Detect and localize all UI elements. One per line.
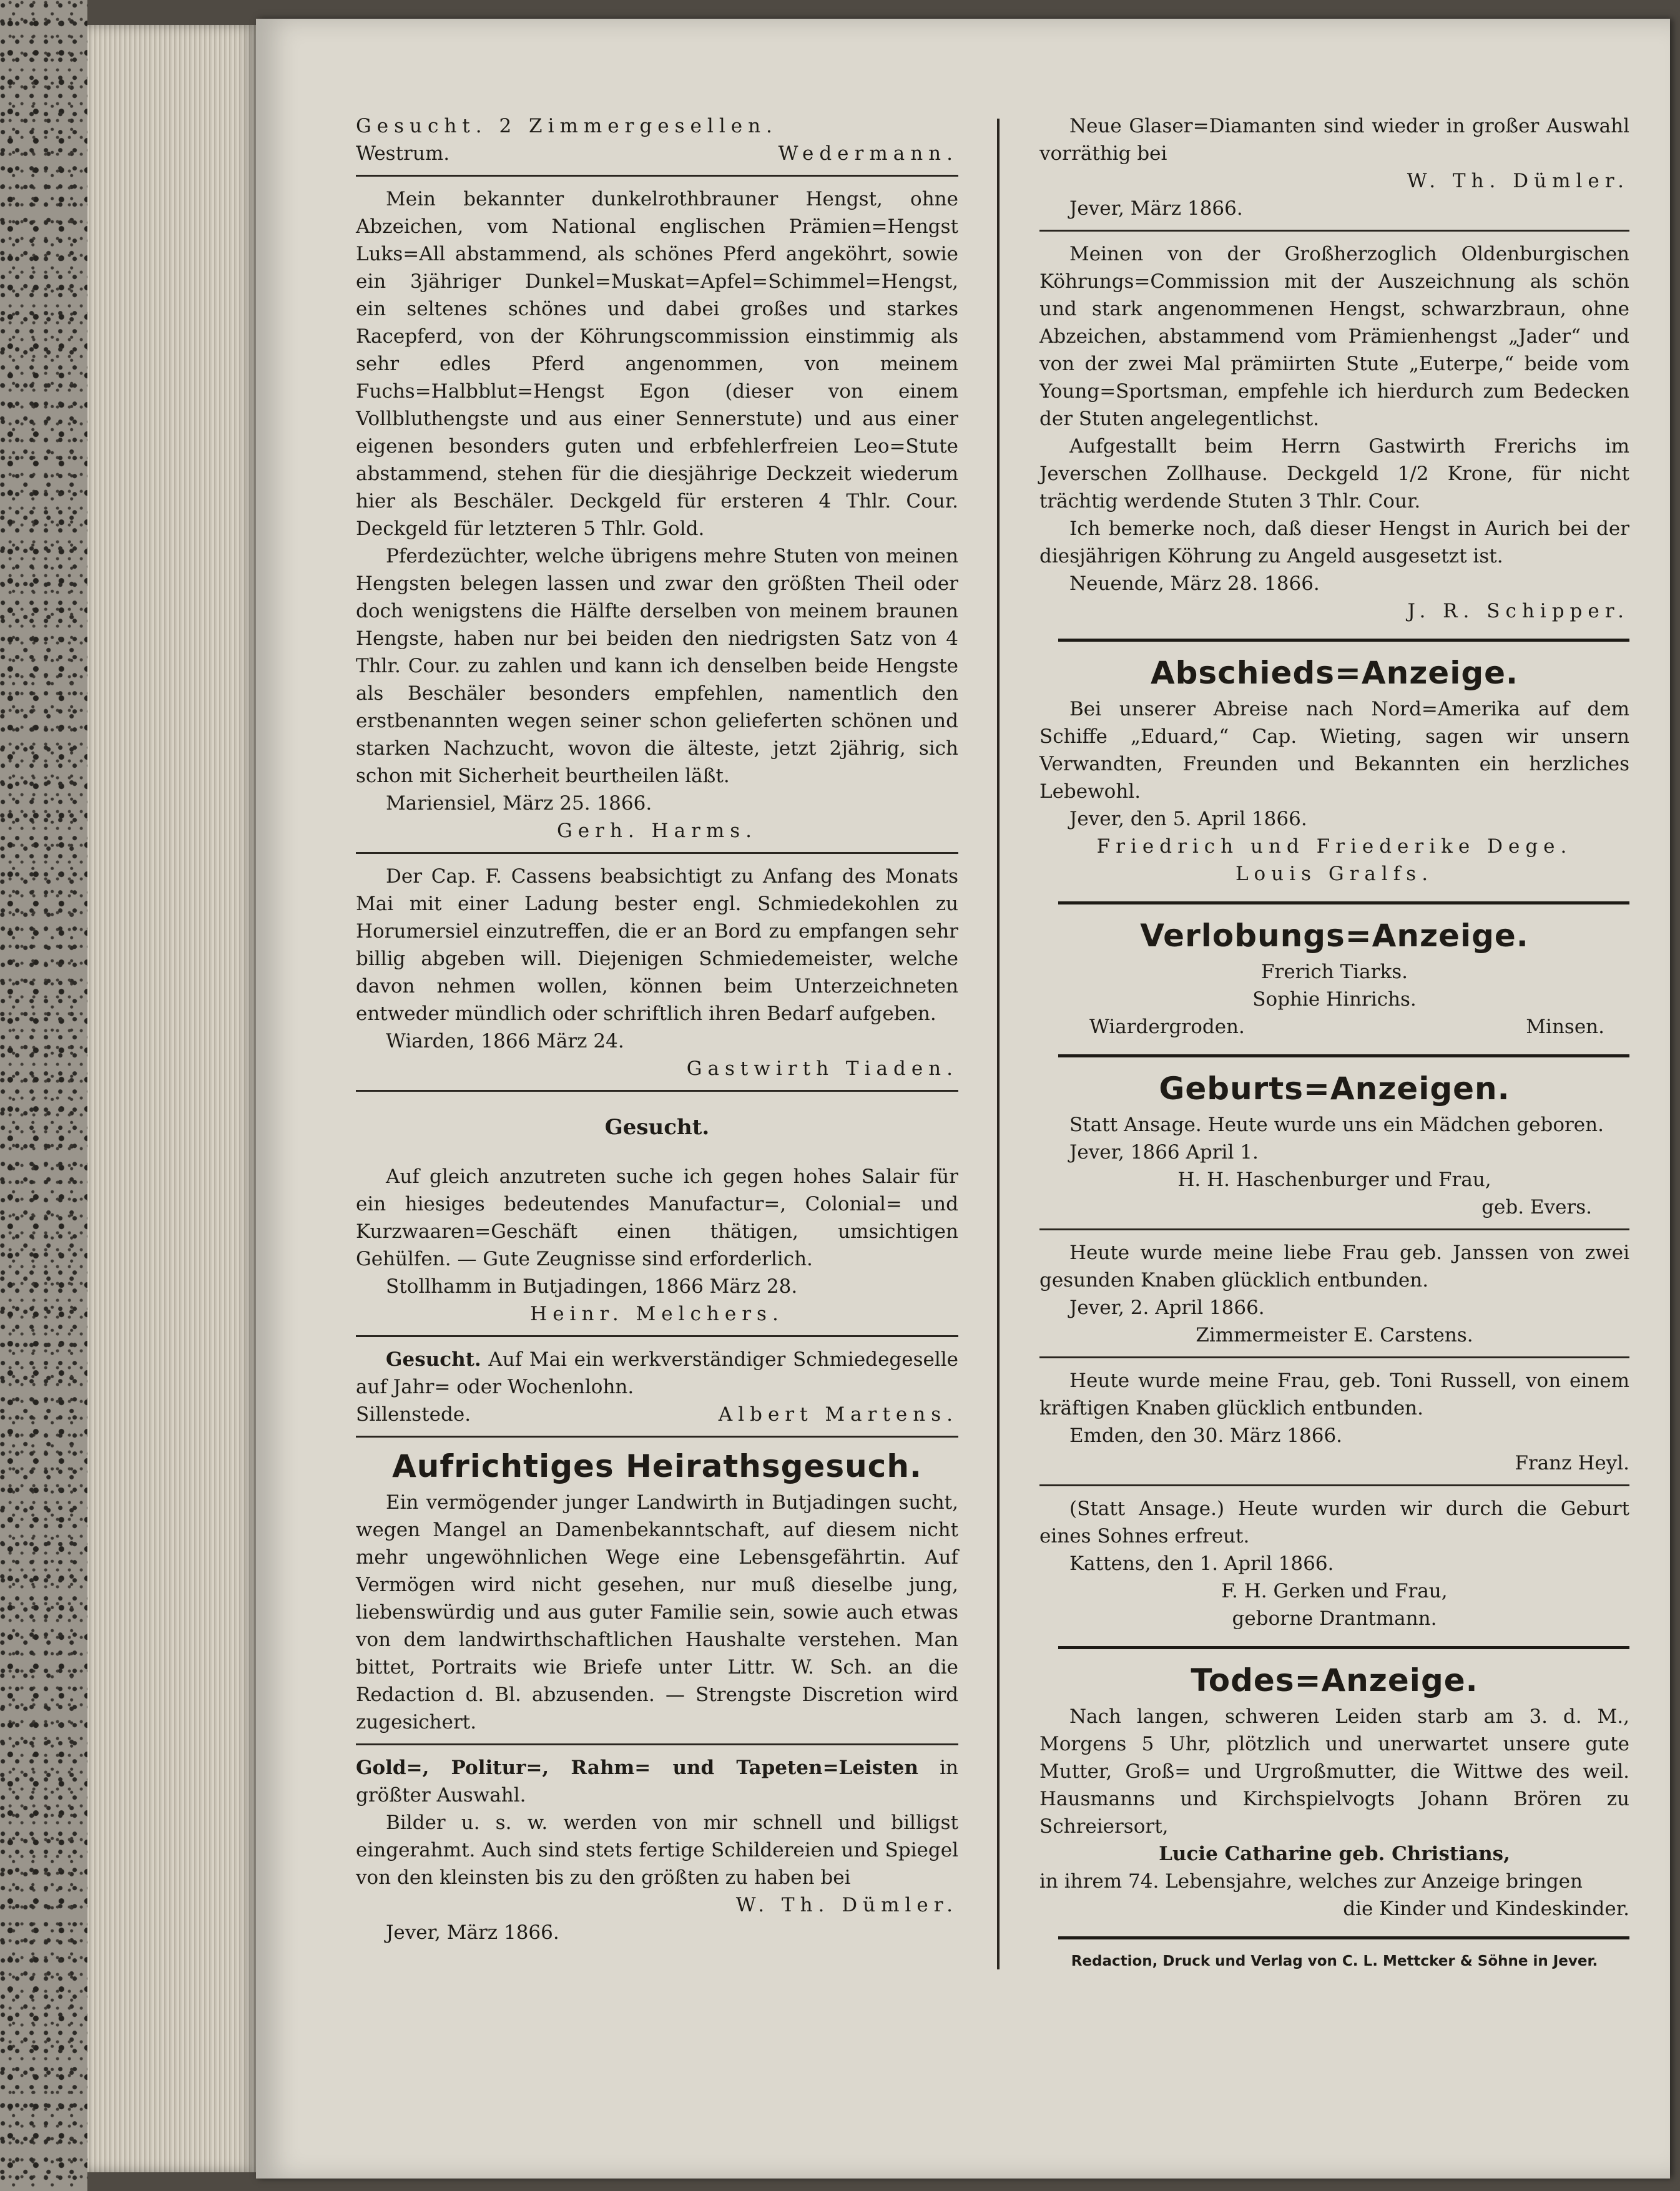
- notice-body: Nach langen, schweren Leiden starb am 3. d. M., Morgens 5 Uhr, plötzlich und unerwartet unsere gute Mutter, Groß= und Urgroßmutter, die Wittwe des weil. Hausmanns und Kirchspielvogts Johann Brören zu Schreiersort,: [1039, 1705, 1629, 1838]
- signature: Heinr. Melchers.: [530, 1303, 784, 1325]
- signature: Gerh. Harms.: [556, 820, 758, 842]
- ad-stallion-harms: [356, 185, 958, 845]
- signature-2: Louis Gralfs.: [1235, 863, 1434, 885]
- ad-wanted-carpenters: [356, 112, 958, 167]
- place-date: Stollhamm in Butjadingen, 1866 März 28.: [386, 1275, 798, 1298]
- marbled-book-edge: [0, 0, 87, 2191]
- signature-2: geborne Drantmann.: [1232, 1607, 1437, 1630]
- place-date: Jever, 2. April 1866.: [1069, 1296, 1265, 1319]
- divider: [356, 1090, 958, 1092]
- signature: die Kinder und Kindeskinder.: [1343, 1898, 1629, 1920]
- signature: H. H. Haschenburger und Frau,: [1177, 1169, 1491, 1191]
- place-2: Minsen.: [1526, 1016, 1604, 1038]
- notice-death: [1039, 1660, 1629, 1923]
- notice-farewell: [1039, 653, 1629, 888]
- right-column: [1039, 112, 1629, 1984]
- place: Westrum.: [356, 142, 450, 165]
- notice-heading: Todes=Anzeige.: [1191, 1662, 1478, 1698]
- divider: [1039, 230, 1629, 232]
- divider: [1039, 1484, 1629, 1486]
- place-date: Neuende, März 28. 1866.: [1069, 572, 1320, 595]
- ad-heading: Aufrichtiges Heirathsgesuch.: [392, 1448, 922, 1484]
- ad-body: Auf Mai ein werkverständiger Schmiedegeselle auf Jahr= oder Wochenlohn.: [356, 1348, 958, 1398]
- ad-lead: Gesucht.: [386, 1348, 481, 1371]
- signature: Friedrich und Friederike Dege.: [1096, 835, 1573, 858]
- notice-births: [1039, 1069, 1629, 1632]
- ad-body: Neue Glaser=Diamanten sind wieder in großer Auswahl vorräthig bei: [1039, 115, 1629, 165]
- divider: [1058, 1936, 1629, 1939]
- signature-2: geb. Evers.: [1481, 1196, 1592, 1218]
- divider: [1039, 1228, 1629, 1230]
- name-1: Frerich Tiarks.: [1260, 961, 1408, 983]
- birth-2-body: Heute wurde meine liebe Frau geb. Janssen von zwei gesunden Knaben glücklich entbunden.: [1039, 1242, 1629, 1292]
- ad-heading: Gold=, Politur=, Rahm= und Tapeten=Leisten: [356, 1757, 918, 1779]
- place-date: Emden, den 30. März 1866.: [1069, 1424, 1343, 1447]
- divider: [1058, 1054, 1629, 1057]
- notice-engagement: [1039, 916, 1629, 1041]
- ad-glass-diamonds: [1039, 112, 1629, 222]
- ad-body: Auf gleich anzutreten suche ich gegen hohes Salair für ein hiesiges bedeutendes Manufactur=, Colonial= und Kurzwaaren=Geschäft einen thätigen, umsichtigen Gehülfen. — Gute Zeugnisse sind erforderlich.: [356, 1165, 958, 1270]
- signature: Zimmermeister E. Carstens.: [1196, 1324, 1473, 1346]
- divider: [356, 1436, 958, 1438]
- ad-heading-rest: in größter Auswahl.: [356, 1757, 958, 1806]
- left-column: [356, 112, 958, 1946]
- ad-body-2: Pferdezüchter, welche übrigens mehre Stuten von meinen Hengsten belegen lassen und zwar den größten Theil oder doch wenigstens die Hälfte derselben von meinem braunen Hengste, haben nur bei beiden den niedrigsten Satz von 4 Thlr. Cour. zu zahlen und kann ich denselben beide Hengste als Beschäler besonders empfehlen, namentlich den erstbenannten wegen seiner schon gelieferten schönen und starken Nachzucht, wovon die älteste, jetzt 2jährig, sich schon mit Sicherheit beurtheilen läßt.: [356, 545, 958, 787]
- deceased-name: Lucie Catharine geb. Christians,: [1159, 1843, 1510, 1865]
- ad-heading: Gesucht. 2 Zimmergesellen.: [356, 115, 778, 137]
- signature: Gastwirth Tiaden.: [686, 1057, 958, 1080]
- ad-stallion-schipper: [1039, 240, 1629, 625]
- signature: W. Th. Dümler.: [735, 1894, 958, 1916]
- notice-heading: Abschieds=Anzeige.: [1150, 655, 1519, 691]
- ad-frames-duemler: [356, 1754, 958, 1946]
- signature: J. R. Schipper.: [1407, 600, 1629, 622]
- newspaper-page: [256, 19, 1670, 2179]
- ad-coal-cassens: [356, 863, 958, 1082]
- divider: [356, 852, 958, 854]
- notice-heading: Geburts=Anzeigen.: [1159, 1071, 1510, 1107]
- divider: [356, 1743, 958, 1745]
- imprint: Redaction, Druck und Verlag von C. L. Mettcker & Söhne in Jever.: [1071, 1953, 1598, 1969]
- divider: [356, 1335, 958, 1337]
- ad-body: Ein vermögender junger Landwirth in Butjadingen sucht, wegen Mangel an Damenbekanntschaft, auf diesem nicht mehr ungewöhnlichen Wege eine Lebensgefährtin. Auf Vermögen wird nicht gesehen, nur muß dieselbe jung, liebenswürdig und aus guter Familie sein, sowie auch etwas von dem landwirthschaftlichen Haushalte verstehen. Man bittet, Portraits wie Briefe unter Littr. W. Sch. an die Redaction d. Bl. abzusenden. — Strengste Discretion wird zugesichert.: [356, 1491, 958, 1733]
- birth-4-body: (Statt Ansage.) Heute wurden wir durch die Geburt eines Sohnes erfreut.: [1039, 1497, 1629, 1547]
- name-2: Sophie Hinrichs.: [1252, 988, 1417, 1011]
- birth-3-body: Heute wurde meine Frau, geb. Toni Russell, von einem kräftigen Knaben glücklich entbunden.: [1039, 1370, 1629, 1419]
- signature: Franz Heyl.: [1515, 1452, 1629, 1474]
- ad-body: Bilder u. s. w. werden von mir schnell und billigst eingerahmt. Auch sind stets fertige Schildereien und Spiegel von den kleinsten bis zu den größten zu haben bei: [356, 1811, 958, 1889]
- place-date: Mariensiel, März 25. 1866.: [386, 792, 652, 815]
- ad-body-2: Aufgestallt beim Herrn Gastwirth Frerichs im Jeverschen Zollhause. Deckgeld 1/2 Krone, für nicht trächtig werdende Stuten 3 Thlr. Cour.: [1039, 435, 1629, 512]
- divider: [1058, 901, 1629, 904]
- page-stack-edge: [87, 25, 256, 2172]
- ad-marriage: [356, 1446, 958, 1736]
- divider: [1058, 639, 1629, 642]
- birth-1-body: Statt Ansage. Heute wurde uns ein Mädchen geboren.: [1069, 1114, 1604, 1136]
- notice-body: Bei unserer Abreise nach Nord=Amerika auf dem Schiffe „Eduard,“ Cap. Wieting, sagen wir unsern Verwandten, Freunden und Bekannten ein herzliches Lebewohl.: [1039, 698, 1629, 803]
- divider: [356, 175, 958, 177]
- ad-body: Der Cap. F. Cassens beabsichtigt zu Anfang des Monats Mai mit einer Ladung bester engl. Schmiedekohlen zu Horumersiel einzutreffen, die er an Bord zu empfangen sehr billig abgeben will. Diejenigen Schmiedemeister, welche davon nehmen wollen, können beim Unterzeichneten entweder mündlich oder schriftlich ihren Bedarf aufgeben.: [356, 865, 958, 1025]
- place: Sillenstede.: [356, 1403, 471, 1426]
- signature: F. H. Gerken und Frau,: [1221, 1580, 1448, 1602]
- place-date: Jever, März 1866.: [1069, 197, 1243, 220]
- ad-body: Mein bekannter dunkelrothbrauner Hengst, ohne Abzeichen, vom National englischen Prämien=Hengst Luks=All abstammend, als schönes Pferd angeköhrt, sowie ein 3jähriger Dunkel=Muskat=Apfel=Schimmel=Hengst, ein seltenes schönes und dabei großes und starkes Racepferd, von der Köhrungscommission einstimmig als sehr edles Pferd angenommen, von meinem Fuchs=Halbblut=Hengst Egon (dieser von einem Vollbluthengste und aus einer Sennerstute) und aus einer eigenen besonders guten und erbfehlerfreien Leo=Stute abstammend, stehen für die diesjährige Deckzeit wiederum hier als Beschäler. Deckgeld für ersteren 4 Thlr. Cour. Deckgeld für letzteren 5 Thlr. Gold.: [356, 188, 958, 540]
- ad-heading: Gesucht.: [604, 1115, 710, 1140]
- place-date: Jever, 1866 April 1.: [1069, 1141, 1259, 1164]
- place-1: Wiardergroden.: [1089, 1016, 1245, 1038]
- notice-heading: Verlobungs=Anzeige.: [1140, 918, 1529, 954]
- signature: W. Th. Dümler.: [1407, 170, 1629, 192]
- place-date: Jever, März 1866.: [386, 1921, 559, 1944]
- signature: Albert Martens.: [718, 1403, 958, 1426]
- place-date: Kattens, den 1. April 1866.: [1069, 1552, 1334, 1575]
- place-date: Jever, den 5. April 1866.: [1069, 808, 1307, 830]
- signature: Wedermann.: [778, 142, 958, 165]
- divider: [1058, 1646, 1629, 1649]
- ad-body: Meinen von der Großherzoglich Oldenburgischen Köhrungs=Commission mit der Auszeichnung als schön und stark angenommenen Hengst, schwarzbraun, ohne Abzeichen, abstammend vom Prämienhengst „Jader“ und von der zwei Mal prämiirten Stute „Euterpe,“ beide vom Young=Sportsman, empfehle ich hierdurch zum Bedecken der Stuten angelegentlichst.: [1039, 243, 1629, 430]
- ad-clerk-wanted: [356, 1113, 958, 1328]
- place-date: Wiarden, 1866 März 24.: [386, 1030, 624, 1052]
- notice-body-2: in ihrem 74. Lebensjahre, welches zur Anzeige bringen: [1039, 1870, 1583, 1893]
- column-rule: [997, 119, 1000, 1969]
- ad-smith-wanted: [356, 1346, 958, 1428]
- ad-body-3: Ich bemerke noch, daß dieser Hengst in Aurich bei der diesjährigen Köhrung zu Angeld ausgesetzt ist.: [1039, 517, 1629, 567]
- divider: [1039, 1356, 1629, 1358]
